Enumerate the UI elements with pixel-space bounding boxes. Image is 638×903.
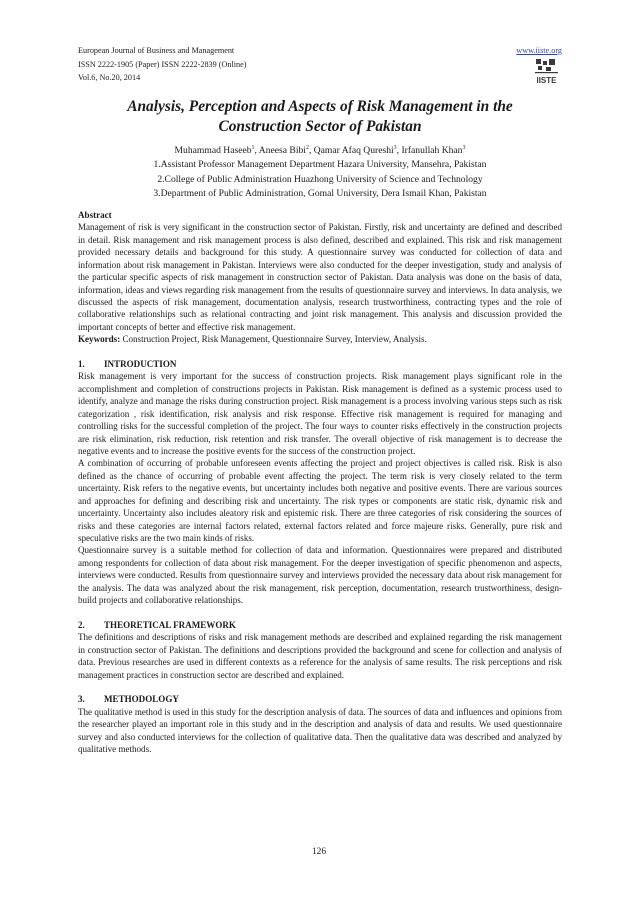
paragraph: Questionnaire survey is a suitable method for collection of data and information. Questionnaires were prepared and distributed among respondents for collection of data about risk management. For the deeper investigation of specific phenomenon and aspects, interviews were conducted. Results from questionnaire survey and interviews provided the necessary data about risk management for the analysis. The data was analyzed about the risk management, risk perception, documentation, research trustworthiness, design-build projects and collaborative relationships.: [78, 545, 562, 606]
section-number: 2.: [78, 619, 85, 630]
paragraph: Risk management is very important for the success of construction projects. Risk management plays significant role in the accomplishment and completion of constructions projects in Pakistan. Risk management is defined as a systemic process used to identify, analyze and manage the risks during construction project. Risk management is a process involving various steps such as risk categorization , risk identification, risk analysis and risk response. Effective risk management is required for managing and controlling risks for the successful completion of the project. The four ways to counter risks effectively in the construction projects are risk elimination, risk reduction, risk retention and risk transfer. The overall objective of risk management is to decrease the negative events and to increase the positive events for the success of the construction project.: [78, 371, 562, 456]
author-affil-mark: 1: [251, 145, 255, 151]
page-number: 126: [311, 847, 327, 857]
section-number: 1.: [78, 359, 85, 370]
author-block: [78, 141, 562, 201]
author-name: , Aneesa Bibi: [254, 145, 306, 157]
keywords-label: Keywords:: [78, 334, 121, 345]
paragraph: The qualitative method is used in this study for the description analysis of data. The sources of data and influences and opinions from the researcher played an important role in this study and in the description and analysis of data and results. We used questionnaire survey and also conducted interviews for the collection of qualitative data. Then the qualitative data was described and analyzed by qualitative methods.: [78, 706, 562, 755]
issn-line: ISSN 2222-1905 (Paper) ISSN 2222-2839 (Online): [78, 59, 247, 69]
affiliation: 1.Assistant Professor Management Department Hazara University, Mansehra, Pakistan: [153, 159, 487, 171]
section-heading-theoretical-framework: [78, 619, 562, 631]
keywords-line: [78, 333, 562, 345]
section-heading-methodology: [78, 693, 562, 705]
author-names: [78, 141, 562, 158]
logo-block: [538, 66, 542, 70]
title-line-2: Construction Sector of Pakistan: [218, 117, 422, 135]
affiliation: 3.Department of Public Administration, Gomal University, Dera Ismail Khan, Pakistan: [153, 187, 487, 199]
iiste-logo: [534, 58, 559, 86]
section-title: INTRODUCTION: [104, 359, 177, 370]
paragraph: A combination of occurring of probable unforeseen events affecting the project and project objectives is called risk. Risk is also defined as the chance of occurring of probable event affecting the project. The term risk is very closely related to the term uncertainty. Risk refers to the negative events, but uncertainty includes both negative and positive events. There are various sources and approaches for defining and describing risk and uncertainty. The risk types or components are static risk, dynamic risk and uncertainty. Uncertainty also includes aleatory risk and epistemic risk. There are three categories of risk considering the sources of risks and these categories are internal factors related, external factors related and force majeure risks. Generally, pure risk and speculative risks are the two main kinds of risks.: [78, 458, 562, 543]
logo-block: [536, 59, 541, 64]
logo-block: [543, 61, 547, 65]
keywords-text: Construction Project, Risk Management, Questionnaire Survey, Interview, Analysis.: [120, 334, 427, 345]
logo-block: [549, 59, 555, 65]
author-affil-mark: 3: [393, 145, 397, 151]
section-heading-introduction: [78, 358, 562, 370]
paper-title: [78, 97, 562, 136]
title-line-1: Analysis, Perception and Aspects of Risk Management in the: [127, 98, 513, 115]
volume-line: Vol.6, No.20, 2014: [78, 73, 141, 82]
logo-text: IISTE: [536, 76, 557, 85]
author-name: , Irfanullah Khan: [396, 145, 463, 157]
paper-body: [78, 209, 562, 755]
abstract-heading: Abstract: [78, 210, 112, 220]
author-name: , Qamar Afaq Qureshi: [308, 145, 394, 157]
author-affil-mark: 2: [305, 145, 309, 151]
logo-rule: [535, 72, 558, 73]
journal-name: European Journal of Business and Management: [78, 46, 235, 55]
paragraph: The definitions and descriptions of risks and risk management methods are described and explained regarding the risk management in construction sector of Pakistan. The definitions and descriptions provided the background and scene for collection and analysis of data. Previous researches are used in different contexts as a reference for the analysis of same results. The risk perceptions and risk management practices in construction sector are described and explained.: [78, 632, 562, 680]
logo-block: [546, 67, 551, 71]
abstract-text: Management of risk is very significant in the construction sector of Pakistan. Firstly, risk and uncertainty are defined and described in detail. Risk management and risk management process is also defined, described and explained. This risk and risk management provided necessary details and background for this study. A questionnaire survey was conducted for collection of data and information about risk management in Pakistan. Interviews were also conducted for the deeper investigation, study and analysis of the particular specific aspects of risk management in construction sector of Pakistan. Data analysis was done on the basis of data, information, ideas and views regarding risk management from the results of questionnaire survey and interviews. In data analysis, we discussed the aspects of risk management, documentation analysis, research trustworthiness, contracting types and the role of collaborative relationships such as relational contracting and joint risk management. This analysis and discussion provided the important concepts of better and effective risk management.: [78, 222, 562, 332]
journal-header: [78, 44, 562, 94]
section-title: METHODOLOGY: [104, 694, 179, 705]
author-name: Muhammad Haseeb: [174, 145, 252, 157]
section-number: 3.: [78, 694, 85, 705]
journal-url-link[interactable]: www.iiste.org: [516, 46, 562, 55]
affiliation: 2.College of Public Administration Huazhong University of Science and Technology: [157, 173, 483, 185]
author-affil-mark: 3: [462, 145, 466, 151]
section-title: THEORETICAL FRAMEWORK: [104, 619, 236, 630]
